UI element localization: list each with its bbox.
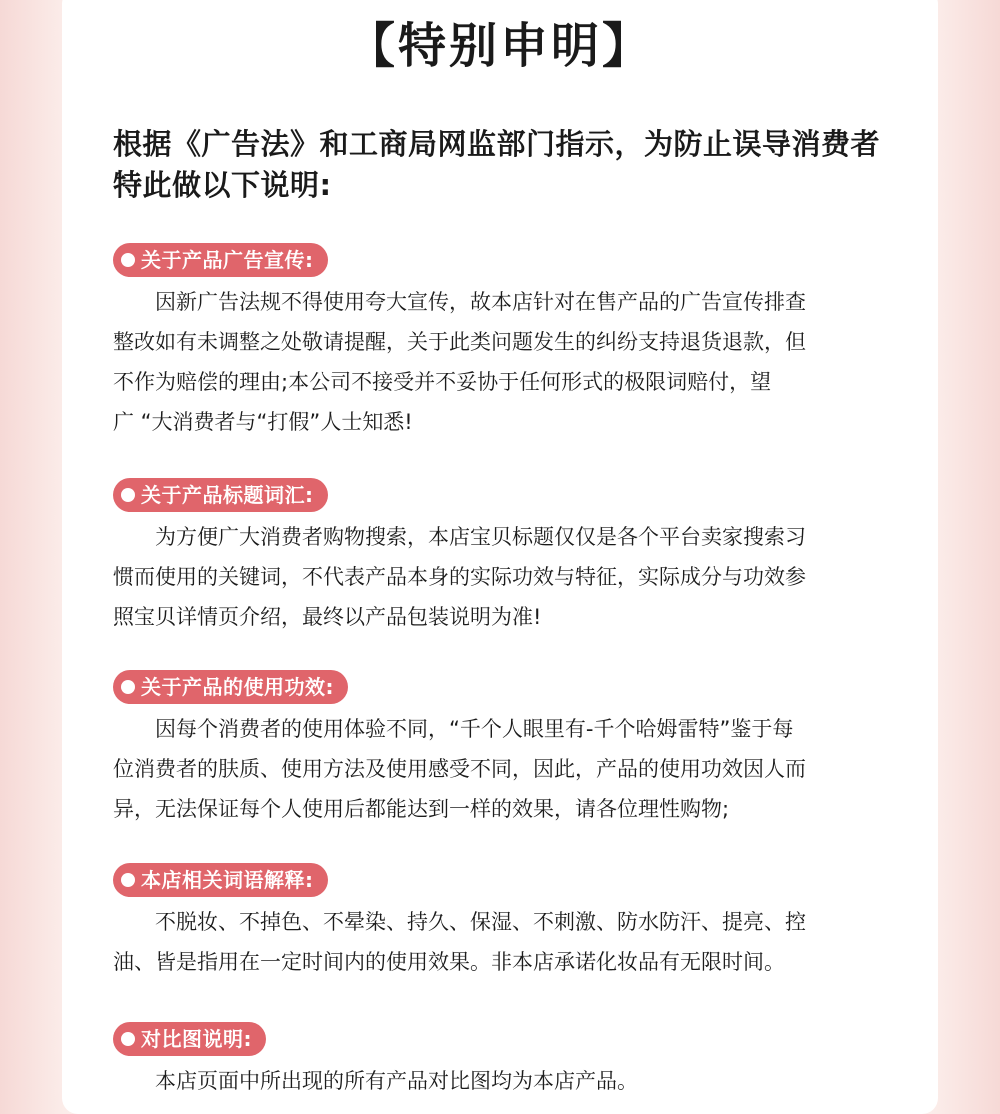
section-body-line: 不脱妆、不掉色、不晕染、持久、保湿、不刺激、防水防汗、提亮、控 bbox=[155, 910, 806, 934]
section-body-line: 因新广告法规不得使用夸大宣传，故本店针对在售产品的广告宣传排查 bbox=[155, 290, 806, 314]
bullet-dot-icon bbox=[121, 873, 135, 887]
section-ad-promotion bbox=[113, 243, 893, 442]
section-tag-label: 关于产品广告宣传: bbox=[141, 248, 314, 272]
page-title: 【特别申明】 bbox=[346, 18, 653, 74]
section-body bbox=[113, 902, 893, 982]
section-body-line: 因每个消费者的使用体验不同，“千个人眼里有-千个哈姆雷特”鉴于每 bbox=[155, 717, 794, 741]
section-body-line: 异，无法保证每个人使用后都能达到一样的效果，请各位理性购物; bbox=[113, 797, 730, 821]
section-body bbox=[113, 1061, 893, 1101]
section-body-line: 广 “大消费者与“打假”人士知悉! bbox=[113, 410, 413, 434]
section-body-line: 整改如有未调整之处敬请提醒，关于此类问题发生的纠纷支持退货退款，但 bbox=[113, 330, 806, 354]
section-body bbox=[113, 517, 893, 637]
section-body-line: 惯而使用的关键词，不代表产品本身的实际功效与特征，实际成分与功效参 bbox=[113, 565, 806, 589]
intro-paragraph bbox=[113, 124, 913, 206]
bullet-dot-icon bbox=[121, 1032, 135, 1046]
section-body-line: 位消费者的肤质、使用方法及使用感受不同，因此，产品的使用功效因人而 bbox=[113, 757, 806, 781]
section-tag bbox=[113, 478, 328, 512]
section-tag-label: 关于产品标题词汇: bbox=[141, 483, 314, 507]
section-body-line: 照宝贝详情页介绍，最终以产品包装说明为准! bbox=[113, 605, 542, 629]
section-term-explanation bbox=[113, 863, 893, 982]
section-title-keywords bbox=[113, 478, 893, 637]
section-tag bbox=[113, 670, 348, 704]
section-usage-effect bbox=[113, 670, 893, 829]
section-tag bbox=[113, 243, 328, 277]
bullet-dot-icon bbox=[121, 253, 135, 267]
bullet-dot-icon bbox=[121, 680, 135, 694]
section-tag bbox=[113, 1022, 266, 1056]
section-comparison-images bbox=[113, 1022, 893, 1101]
section-body-line: 本店页面中所出现的所有产品对比图均为本店产品。 bbox=[155, 1069, 638, 1093]
section-body bbox=[113, 709, 893, 829]
section-tag-label: 对比图说明: bbox=[141, 1027, 252, 1051]
section-tag-label: 关于产品的使用功效: bbox=[141, 675, 334, 699]
intro-line: 特此做以下说明: bbox=[113, 168, 332, 202]
intro-line: 根据《广告法》和工商局网监部门指示，为防止误导消费者 bbox=[113, 127, 881, 161]
section-tag-label: 本店相关词语解释: bbox=[141, 868, 314, 892]
section-body bbox=[113, 282, 893, 442]
section-tag bbox=[113, 863, 328, 897]
section-body-line: 为方便广大消费者购物搜索，本店宝贝标题仅仅是各个平台卖家搜索习 bbox=[155, 525, 806, 549]
section-body-line: 油、皆是指用在一定时间内的使用效果。非本店承诺化妆品有无限时间。 bbox=[113, 950, 785, 974]
bullet-dot-icon bbox=[121, 488, 135, 502]
section-body-line: 不作为赔偿的理由;本公司不接受并不妥协于任何形式的极限词赔付，望 bbox=[113, 370, 772, 394]
